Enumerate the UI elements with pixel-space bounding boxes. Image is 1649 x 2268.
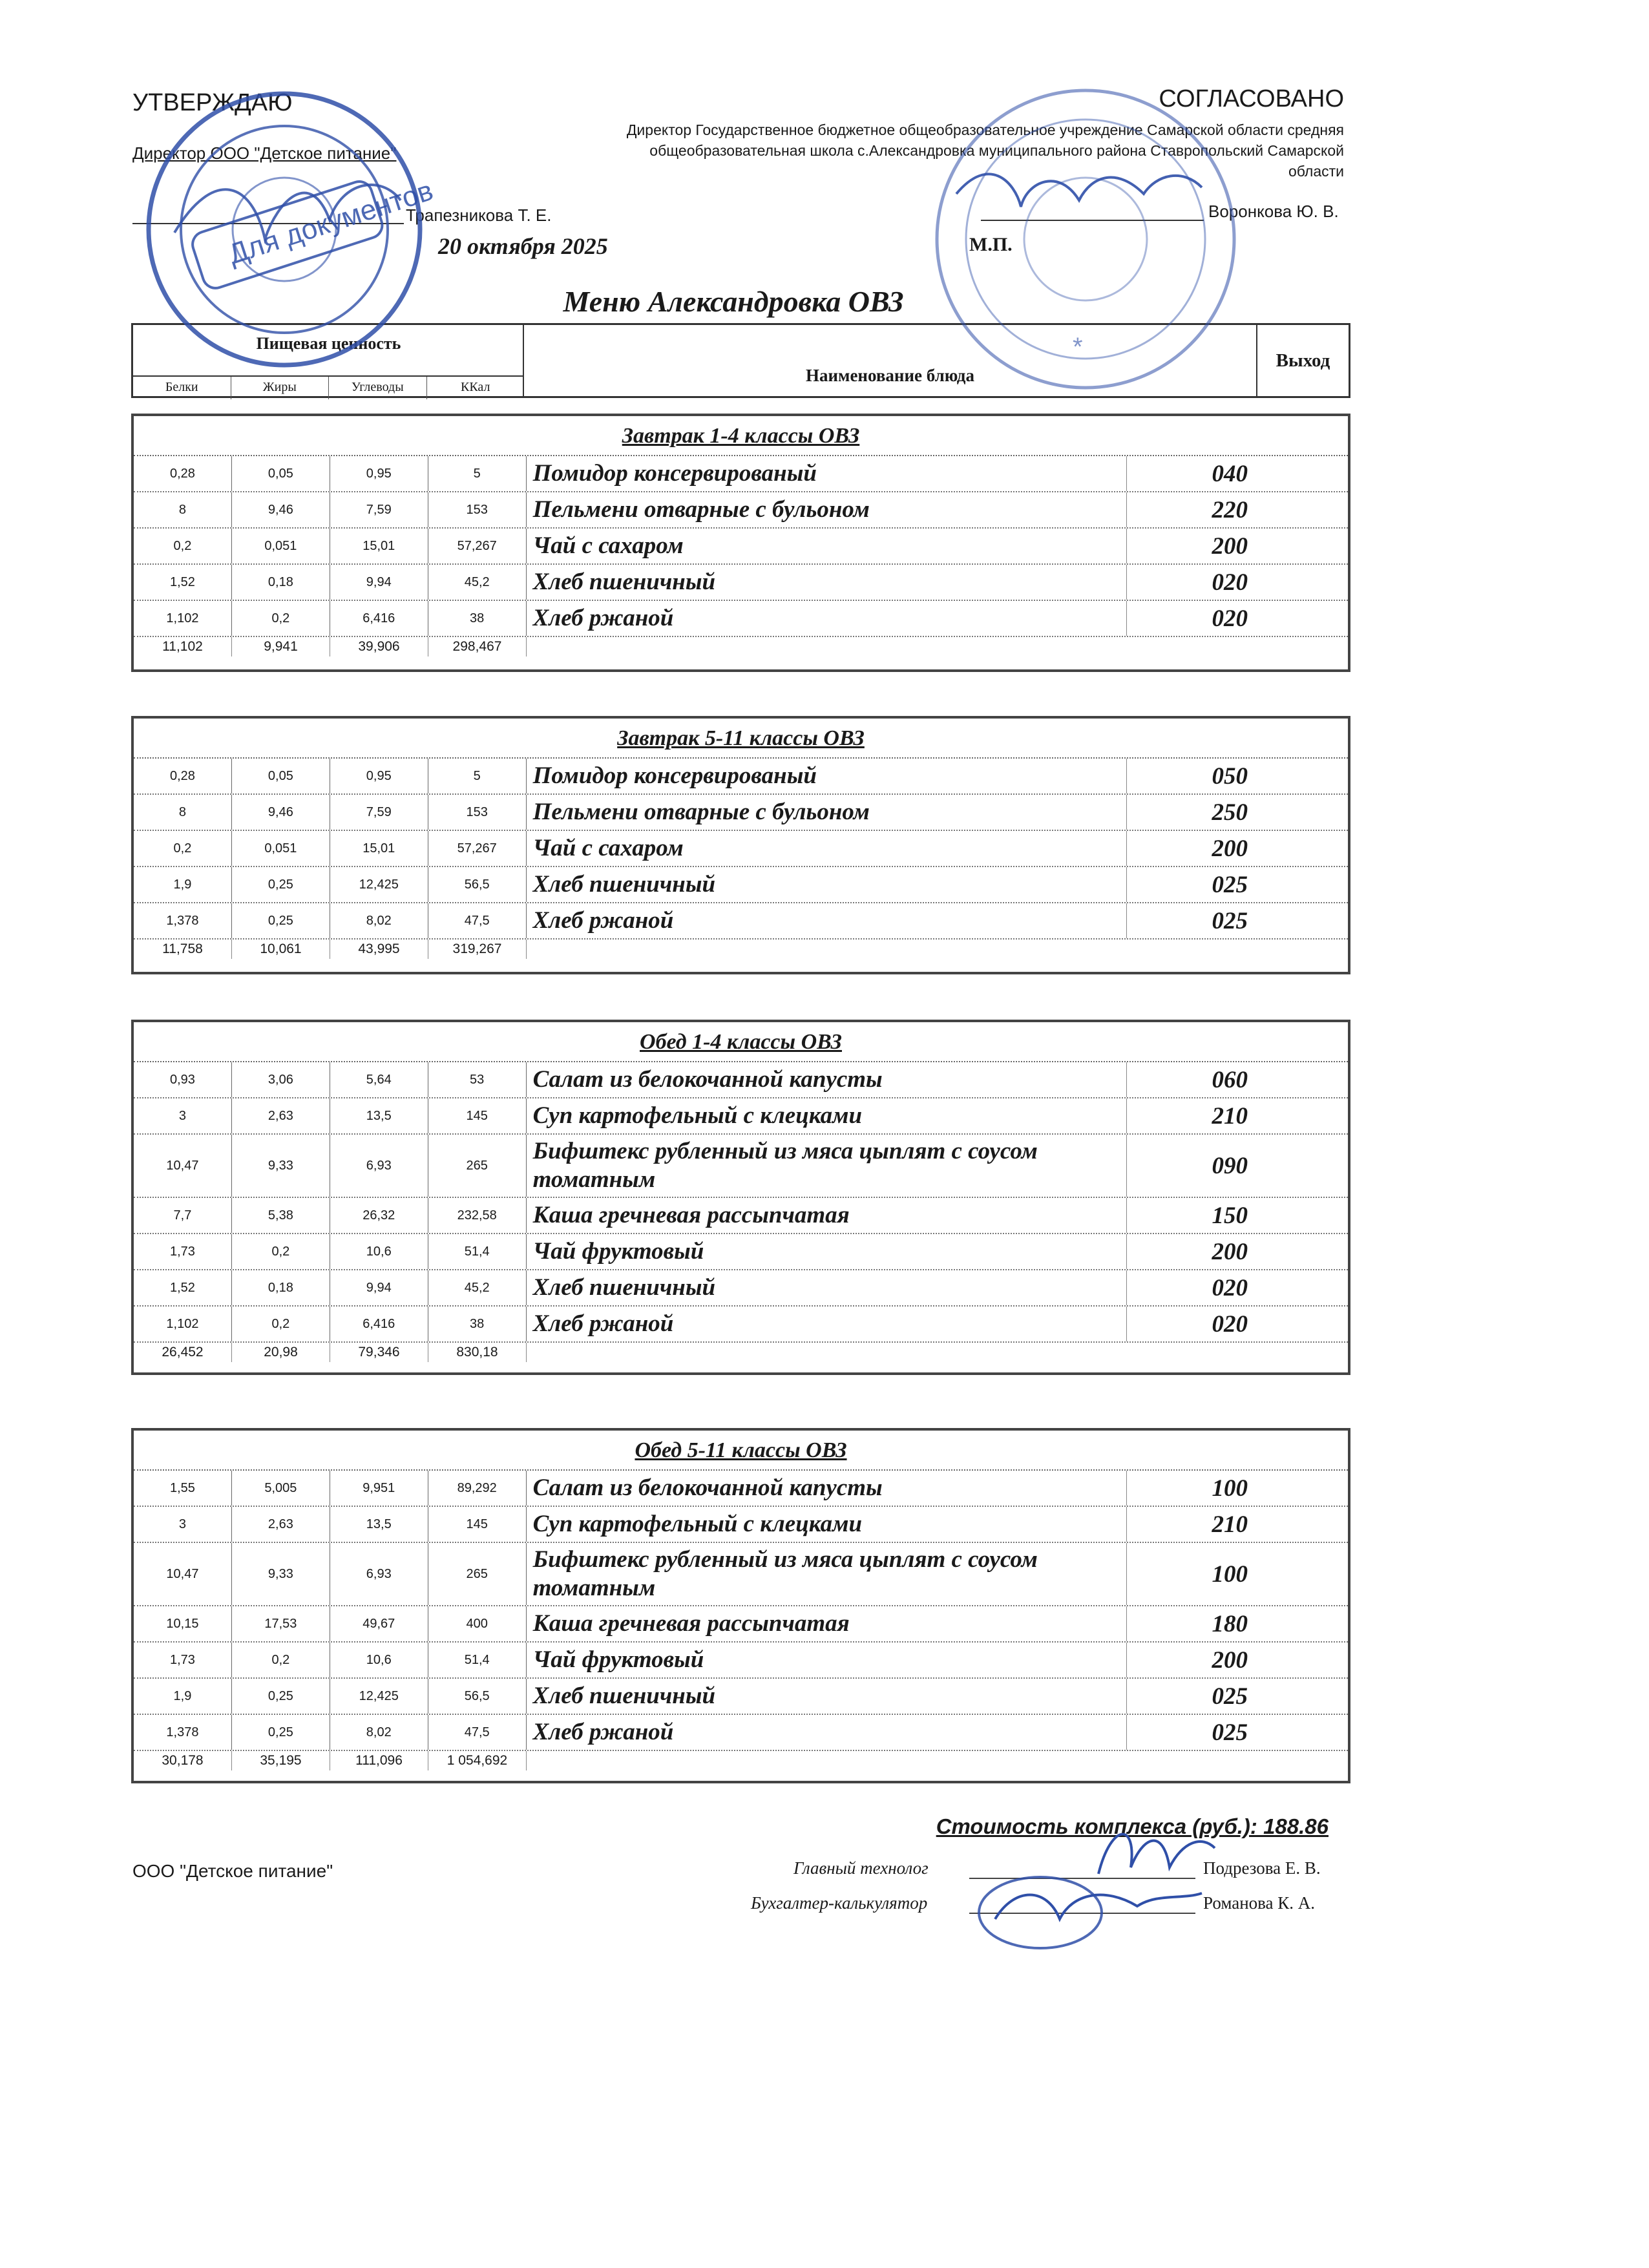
proteins-value: 1,73 [134, 1643, 232, 1677]
menu-row [134, 1471, 1348, 1507]
kcal-value: 145 [428, 1507, 527, 1542]
proteins-value: 1,378 [134, 903, 232, 938]
total-kcal: 1 054,692 [428, 1751, 527, 1770]
dish-yield: 100 [1212, 1560, 1248, 1588]
carbs-value: 15,01 [330, 831, 428, 866]
dish-name: Хлеб ржаной [527, 1307, 1127, 1341]
carbs-value: 10,6 [330, 1643, 428, 1677]
dish-name: Хлеб пшеничный [527, 565, 1127, 600]
dish-yield: 050 [1212, 762, 1248, 790]
chief-technologist-name: Подрезова Е. В. [1203, 1858, 1321, 1878]
dish-yield: 200 [1212, 1646, 1248, 1674]
dish-yield: 025 [1212, 1719, 1248, 1746]
carbs-value: 6,416 [330, 601, 428, 636]
carbs-value: 49,67 [330, 1606, 428, 1641]
menu-row [134, 1643, 1348, 1679]
menu-row [134, 1715, 1348, 1751]
dish-yield: 250 [1212, 799, 1248, 826]
carbs-header: Углеводы [329, 377, 427, 399]
approve-position: Директор ООО "Детское питание" [132, 143, 397, 163]
chief-technologist-signature-line [969, 1878, 1195, 1879]
kcal-value: 51,4 [428, 1234, 527, 1269]
svg-text:*: * [1073, 333, 1083, 361]
dish-name: Бифштекс рубленный из мяса цыплят с соусом томатным [527, 1135, 1127, 1197]
yield-header: Выход [1276, 350, 1330, 371]
menu-section [131, 414, 1350, 672]
total-kcal: 298,467 [428, 637, 527, 656]
fats-value: 0,2 [232, 1307, 330, 1341]
section-total-row [134, 940, 1348, 959]
section-total-row [134, 637, 1348, 656]
fats-value: 0,18 [232, 1270, 330, 1305]
dish-name: Пельмени отварные с бульоном [527, 492, 1127, 527]
carbs-value: 6,416 [330, 1307, 428, 1341]
proteins-value: 3 [134, 1507, 232, 1542]
nutrition-subheaders [133, 375, 524, 399]
menu-row [134, 1062, 1348, 1098]
dish-yield: 100 [1212, 1475, 1248, 1502]
total-carbs: 111,096 [330, 1751, 428, 1770]
fats-value: 9,46 [232, 492, 330, 527]
proteins-value: 8 [134, 795, 232, 830]
section-total-row [134, 1343, 1348, 1362]
dish-yield: 040 [1212, 460, 1248, 487]
menu-row [134, 867, 1348, 903]
carbs-value: 26,32 [330, 1198, 428, 1233]
fats-value: 3,06 [232, 1062, 330, 1097]
total-carbs: 39,906 [330, 637, 428, 656]
dish-name-header: Наименование блюда [524, 325, 1257, 398]
proteins-value: 1,102 [134, 601, 232, 636]
total-fats: 35,195 [232, 1751, 330, 1770]
menu-row [134, 1270, 1348, 1307]
nutrition-title: Пищевая ценность [256, 334, 401, 353]
fats-header: Жиры [231, 377, 330, 399]
proteins-value: 1,52 [134, 565, 232, 600]
dish-yield: 180 [1212, 1610, 1248, 1637]
section-total-row [134, 1751, 1348, 1770]
kcal-value: 51,4 [428, 1643, 527, 1677]
kcal-value: 47,5 [428, 903, 527, 938]
dish-name: Чай фруктовый [527, 1643, 1127, 1677]
seal-place: М.П. [969, 234, 1013, 255]
kcal-value: 400 [428, 1606, 527, 1641]
menu-row [134, 565, 1348, 601]
column-header-table [131, 323, 1350, 398]
menu-row [134, 492, 1348, 529]
fats-value: 0,051 [232, 831, 330, 866]
menu-row [134, 1198, 1348, 1234]
footer-organization: ООО "Детское питание" [132, 1861, 333, 1881]
dish-yield: 220 [1212, 496, 1248, 523]
menu-section [131, 1428, 1350, 1783]
accountant-label: Бухгалтер-калькулятор [751, 1893, 928, 1913]
dish-yield: 025 [1212, 1683, 1248, 1710]
kcal-value: 47,5 [428, 1715, 527, 1750]
menu-row [134, 1098, 1348, 1135]
proteins-value: 7,7 [134, 1198, 232, 1233]
dish-name: Помидор консервированый [527, 759, 1127, 793]
dish-name: Суп картофельный с клецками [527, 1098, 1127, 1133]
total-proteins: 11,758 [134, 940, 232, 959]
kcal-value: 56,5 [428, 867, 527, 902]
proteins-value: 10,47 [134, 1135, 232, 1197]
kcal-value: 57,267 [428, 831, 527, 866]
fats-value: 0,25 [232, 903, 330, 938]
fats-value: 0,2 [232, 1234, 330, 1269]
agree-name: Воронкова Ю. В. [1208, 202, 1339, 221]
proteins-value: 1,102 [134, 1307, 232, 1341]
carbs-value: 9,94 [330, 565, 428, 600]
dish-name: Чай фруктовый [527, 1234, 1127, 1269]
proteins-value: 1,9 [134, 867, 232, 902]
dish-name: Чай с сахаром [527, 529, 1127, 563]
fats-value: 0,2 [232, 601, 330, 636]
menu-row [134, 1507, 1348, 1543]
section-rows [134, 1061, 1348, 1362]
menu-row [134, 529, 1348, 565]
dish-yield: 020 [1212, 569, 1248, 596]
kcal-value: 57,267 [428, 529, 527, 563]
agree-organization: Директор Государственное бюджетное общеобразовательное учреждение Самарской области средняя общеобразовательная школа с.Александровка муниципального района Ставропольский Самарской области [626, 121, 1344, 180]
dish-name: Салат из белокочанной капусты [527, 1062, 1127, 1097]
menu-row [134, 1135, 1348, 1198]
kcal-value: 45,2 [428, 565, 527, 600]
dish-name: Суп картофельный с клецками [527, 1507, 1127, 1542]
accountant-signature-line [969, 1913, 1195, 1914]
fats-value: 0,25 [232, 867, 330, 902]
dish-name: Хлеб ржаной [527, 601, 1127, 636]
menu-row [134, 1606, 1348, 1643]
total-fats: 9,941 [232, 637, 330, 656]
section-title: Завтрак 1-4 классы ОВЗ [622, 424, 860, 448]
total-fats: 20,98 [232, 1343, 330, 1362]
kcal-value: 45,2 [428, 1270, 527, 1305]
menu-row [134, 601, 1348, 637]
menu-section [131, 716, 1350, 974]
agree-title: СОГЛАСОВАНО [1159, 85, 1344, 112]
kcal-value: 53 [428, 1062, 527, 1097]
dish-yield: 200 [1212, 1238, 1248, 1265]
section-rows [134, 757, 1348, 959]
proteins-header: Белки [133, 377, 231, 399]
total-proteins: 30,178 [134, 1751, 232, 1770]
carbs-value: 9,951 [330, 1471, 428, 1506]
carbs-value: 13,5 [330, 1098, 428, 1133]
menu-section [131, 1020, 1350, 1375]
fats-value: 0,051 [232, 529, 330, 563]
menu-row [134, 456, 1348, 492]
proteins-value: 0,2 [134, 831, 232, 866]
menu-row [134, 795, 1348, 831]
fats-value: 2,63 [232, 1098, 330, 1133]
proteins-value: 0,93 [134, 1062, 232, 1097]
document-date: 20 октября 2025 [438, 233, 608, 259]
kcal-value: 265 [428, 1543, 527, 1605]
menu-row [134, 1234, 1348, 1270]
carbs-value: 6,93 [330, 1135, 428, 1197]
dish-name: Каша гречневая рассыпчатая [527, 1606, 1127, 1641]
dish-yield: 025 [1212, 871, 1248, 898]
dish-name: Хлеб ржаной [527, 1715, 1127, 1750]
carbs-value: 7,59 [330, 795, 428, 830]
carbs-value: 6,93 [330, 1543, 428, 1605]
total-proteins: 11,102 [134, 637, 232, 656]
kcal-value: 89,292 [428, 1471, 527, 1506]
kcal-value: 38 [428, 601, 527, 636]
menu-row [134, 831, 1348, 867]
menu-title: Меню Александровка ОВЗ [563, 285, 904, 318]
kcal-value: 56,5 [428, 1679, 527, 1714]
section-title: Завтрак 5-11 классы ОВЗ [617, 726, 865, 750]
menu-row [134, 1543, 1348, 1606]
carbs-value: 10,6 [330, 1234, 428, 1269]
fats-value: 0,25 [232, 1679, 330, 1714]
dish-name: Хлеб ржаной [527, 903, 1127, 938]
carbs-value: 8,02 [330, 903, 428, 938]
dish-yield: 200 [1212, 835, 1248, 862]
dish-yield: 090 [1212, 1152, 1248, 1179]
kcal-value: 38 [428, 1307, 527, 1341]
total-carbs: 79,346 [330, 1343, 428, 1362]
menu-row [134, 1679, 1348, 1715]
carbs-value: 15,01 [330, 529, 428, 563]
total-fats: 10,061 [232, 940, 330, 959]
fats-value: 9,33 [232, 1543, 330, 1605]
kcal-value: 153 [428, 795, 527, 830]
kcal-value: 232,58 [428, 1198, 527, 1233]
menu-row [134, 903, 1348, 940]
fats-value: 0,05 [232, 456, 330, 491]
fats-value: 9,46 [232, 795, 330, 830]
dish-yield: 060 [1212, 1066, 1248, 1093]
dish-yield: 020 [1212, 1274, 1248, 1301]
dish-yield: 025 [1212, 907, 1248, 934]
kcal-value: 145 [428, 1098, 527, 1133]
total-proteins: 26,452 [134, 1343, 232, 1362]
dish-yield: 020 [1212, 1310, 1248, 1338]
accountant-name: Романова К. А. [1203, 1893, 1316, 1913]
fats-value: 17,53 [232, 1606, 330, 1641]
carbs-value: 0,95 [330, 759, 428, 793]
proteins-value: 0,2 [134, 529, 232, 563]
proteins-value: 1,378 [134, 1715, 232, 1750]
dish-yield: 020 [1212, 605, 1248, 632]
dish-yield: 210 [1212, 1102, 1248, 1129]
fats-value: 0,25 [232, 1715, 330, 1750]
proteins-value: 0,28 [134, 456, 232, 491]
fats-value: 0,18 [232, 565, 330, 600]
total-kcal: 319,267 [428, 940, 527, 959]
dish-yield: 200 [1212, 532, 1248, 560]
fats-value: 5,38 [232, 1198, 330, 1233]
carbs-value: 9,94 [330, 1270, 428, 1305]
carbs-value: 7,59 [330, 492, 428, 527]
dish-yield: 150 [1212, 1202, 1248, 1229]
carbs-value: 13,5 [330, 1507, 428, 1542]
total-kcal: 830,18 [428, 1343, 527, 1362]
kcal-value: 265 [428, 1135, 527, 1197]
section-rows [134, 455, 1348, 656]
approve-title: УТВЕРЖДАЮ [132, 89, 293, 116]
section-title: Обед 1-4 классы ОВЗ [640, 1030, 842, 1054]
kcal-value: 153 [428, 492, 527, 527]
approve-signature-line [132, 223, 404, 224]
proteins-value: 1,9 [134, 1679, 232, 1714]
section-rows [134, 1469, 1348, 1770]
dish-yield: 210 [1212, 1511, 1248, 1538]
carbs-value: 0,95 [330, 456, 428, 491]
dish-name: Помидор консервированый [527, 456, 1127, 491]
proteins-value: 0,28 [134, 759, 232, 793]
dish-name: Бифштекс рубленный из мяса цыплят с соусом томатным [527, 1543, 1127, 1605]
proteins-value: 1,55 [134, 1471, 232, 1506]
carbs-value: 12,425 [330, 867, 428, 902]
proteins-value: 3 [134, 1098, 232, 1133]
fats-value: 9,33 [232, 1135, 330, 1197]
dish-name: Салат из белокочанной капусты [527, 1471, 1127, 1506]
carbs-value: 5,64 [330, 1062, 428, 1097]
section-title: Обед 5-11 классы ОВЗ [635, 1438, 847, 1462]
dish-name: Каша гречневая рассыпчатая [527, 1198, 1127, 1233]
proteins-value: 10,15 [134, 1606, 232, 1641]
fats-value: 0,05 [232, 759, 330, 793]
carbs-value: 8,02 [330, 1715, 428, 1750]
fats-value: 2,63 [232, 1507, 330, 1542]
fats-value: 5,005 [232, 1471, 330, 1506]
kcal-header: ККал [461, 380, 490, 394]
carbs-value: 12,425 [330, 1679, 428, 1714]
menu-row [134, 1307, 1348, 1343]
dish-name: Хлеб пшеничный [527, 867, 1127, 902]
menu-row [134, 759, 1348, 795]
nutrition-header [133, 325, 524, 398]
dish-name: Хлеб пшеничный [527, 1270, 1127, 1305]
proteins-value: 8 [134, 492, 232, 527]
dish-name: Хлеб пшеничный [527, 1679, 1127, 1714]
agree-signature-line [981, 220, 1204, 221]
kcal-value: 5 [428, 759, 527, 793]
proteins-value: 1,73 [134, 1234, 232, 1269]
proteins-value: 10,47 [134, 1543, 232, 1605]
kcal-value: 5 [428, 456, 527, 491]
dish-name: Пельмени отварные с бульоном [527, 795, 1127, 830]
left-stamp-label: Для документов [224, 174, 437, 271]
proteins-value: 1,52 [134, 1270, 232, 1305]
complex-cost: Стоимость комплекса (руб.): 188.86 [936, 1814, 1329, 1838]
approve-name: Трапезникова Т. Е. [406, 205, 552, 225]
total-carbs: 43,995 [330, 940, 428, 959]
dish-name: Чай с сахаром [527, 831, 1127, 866]
fats-value: 0,2 [232, 1643, 330, 1677]
chief-technologist-label: Главный технолог [793, 1858, 929, 1878]
